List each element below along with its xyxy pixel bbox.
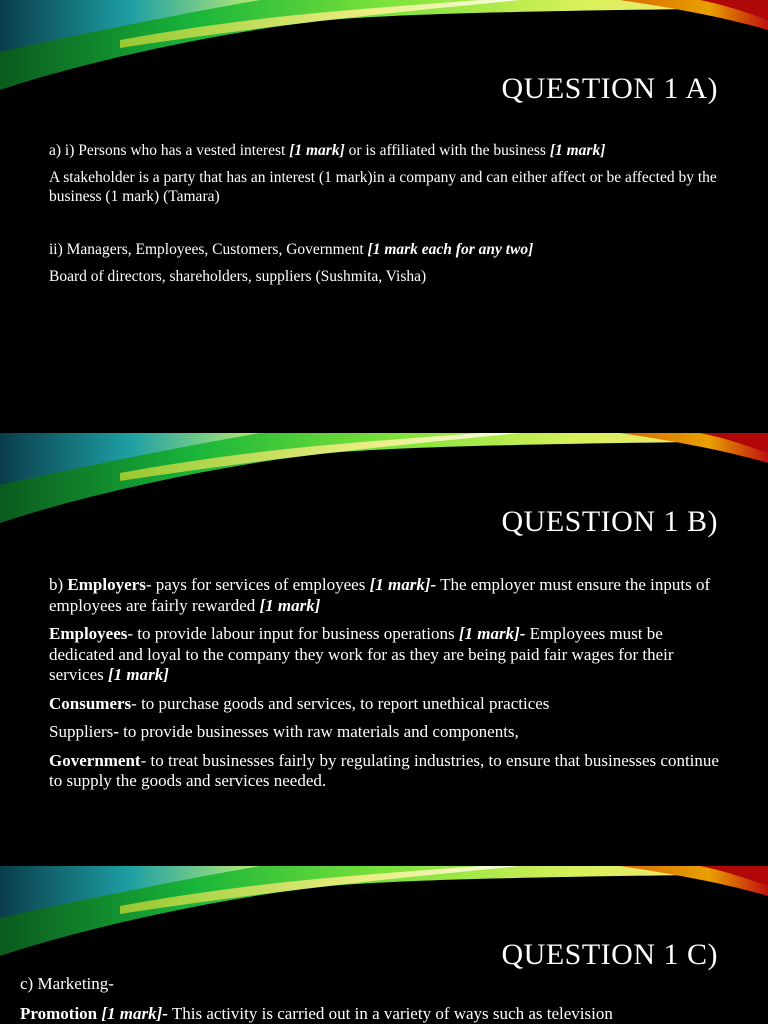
- stakeholder-term: Promotion: [20, 1003, 98, 1023]
- mark-allocation: [1 mark]: [549, 142, 606, 159]
- stakeholder-term: -: [113, 722, 119, 741]
- mark-allocation: [1 mark]: [108, 665, 169, 684]
- mark-allocation: [1 mark each for any two]: [367, 241, 534, 258]
- answer-line: [20, 1004, 728, 1024]
- mark-allocation: [1 mark]-: [458, 624, 526, 643]
- answer-line: [49, 168, 728, 206]
- answer-text: to provide businesses with raw materials and components,: [118, 722, 519, 741]
- answer-text: - pays for services of employees: [145, 575, 370, 594]
- answer-text: The employer must ensure the inputs of employees are fairly rewarded: [49, 575, 711, 615]
- stakeholder-term: Employers: [67, 575, 146, 594]
- stakeholder-term: Employees: [49, 624, 128, 643]
- mark-allocation: [1 mark]-: [101, 1003, 168, 1023]
- answer-line: [49, 722, 728, 743]
- answer-text: or is affiliated with the business: [344, 142, 550, 159]
- answer-line: [49, 240, 728, 259]
- answer-text: Suppliers: [49, 722, 114, 741]
- answer-text: c) Marketing-: [20, 974, 114, 993]
- answer-line: [49, 141, 728, 160]
- slide-3: [0, 866, 768, 1024]
- slide-1: [0, 0, 768, 432]
- slide-body: [49, 141, 728, 286]
- answer-text: A stakeholder is a party that has an interest (1 mark)in a company and can either affect or be affected by the business (1 mark) (Tamara): [49, 169, 717, 205]
- stakeholder-term: Government: [49, 750, 141, 770]
- slide-body: [49, 575, 728, 792]
- answer-text: - to purchase goods and services, to report unethical practices: [131, 693, 550, 713]
- answer-line: [49, 694, 728, 715]
- slide-2: [0, 433, 768, 865]
- stakeholder-term: Consumers: [49, 693, 132, 713]
- answer-text: - to treat businesses fairly by regulating industries, to ensure that businesses continue to supply the goods and services needed.: [49, 750, 719, 790]
- answer-text: - to provide labour input for business operations: [127, 624, 459, 643]
- answer-line: [49, 267, 728, 286]
- slide-title: QUESTION 1 B): [501, 505, 718, 538]
- mark-allocation: [1 mark]: [259, 595, 321, 615]
- answer-line: [49, 624, 728, 686]
- answer-line: [49, 575, 728, 616]
- answer-text: b): [49, 575, 68, 594]
- answer-text: Employees must be dedicated and loyal to the company they work for as they are being paid fair wages for their services: [49, 624, 674, 684]
- mark-allocation: [1 mark]-: [369, 575, 437, 594]
- answer-text: This activity is carried out in a variety of ways such as television: [167, 1003, 613, 1023]
- answer-text: ii) Managers, Employees, Customers, Government: [49, 241, 368, 258]
- answer-line: [20, 974, 728, 995]
- answer-line: [49, 751, 728, 792]
- slide-body: [20, 974, 728, 1024]
- slide-title: QUESTION 1 A): [501, 72, 718, 105]
- mark-allocation: [1 mark]: [289, 142, 345, 159]
- answer-text: a) i) Persons who has a vested interest: [49, 142, 290, 159]
- slide-title: QUESTION 1 C): [501, 938, 718, 971]
- answer-text: Board of directors, shareholders, suppliers (Sushmita, Visha): [49, 268, 427, 285]
